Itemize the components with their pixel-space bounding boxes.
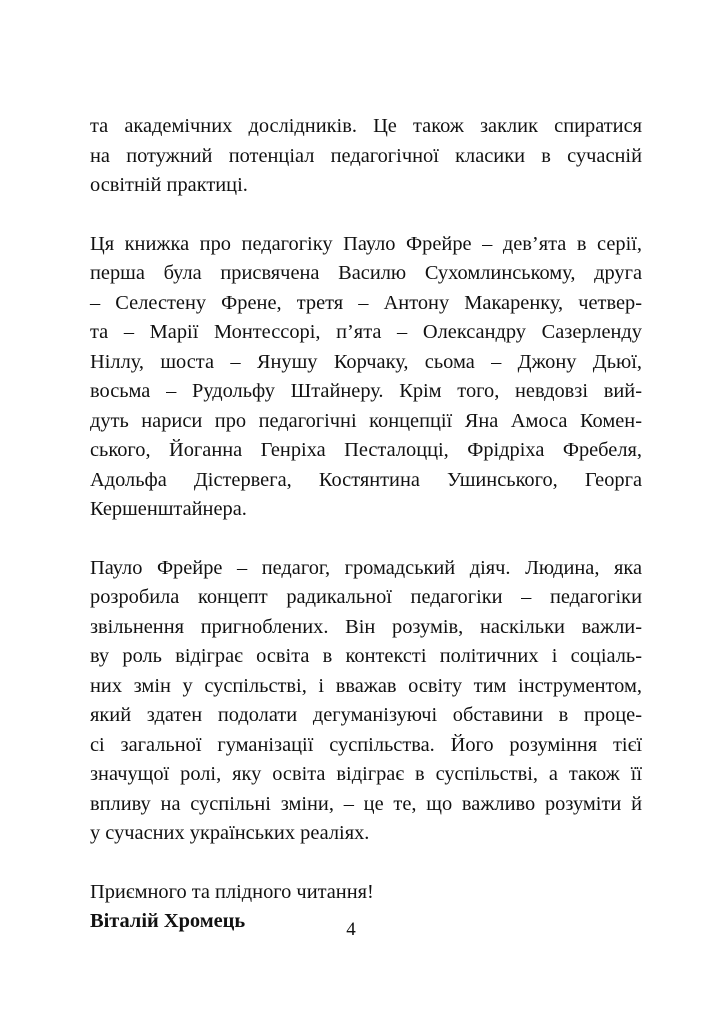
text-line: у сучасних українських реаліях. — [90, 822, 370, 844]
text-line: – Селестену Френе, третя – Антону Макаренку, четвер- — [90, 291, 642, 314]
text-line: звільнення пригноблених. Він розумів, наскільки важли- — [90, 615, 642, 638]
text-line: Кершенштайнера. — [90, 498, 247, 520]
text-line: який здатен подолати дегуманізуючі обставини в проце- — [90, 704, 642, 726]
closing-line: Приємного та плідного читання! — [90, 880, 374, 903]
text-line: Ця книжка про педагогіку Пауло Фрейре – дев’ята в серії, — [90, 232, 642, 255]
text-line: на потужний потенціал педагогічної класики в сучасній — [90, 144, 642, 167]
text-line: значущої ролі, яку освіта відіграє в суспільстві, а також її — [90, 763, 642, 785]
text-line: розробила концепт радикальної педагогіки – педагогіки — [90, 586, 642, 608]
author-signature: Віталій Хромець — [90, 910, 246, 932]
text-line: дуть нариси про педагогічні концепції Яна Амоса Комен- — [90, 409, 642, 432]
text-line: впливу на суспільні зміни, – це те, що важливо розуміти й — [90, 792, 642, 815]
text-line: та – Марії Монтессорі, п’ята – Олександру Сазерленду — [90, 321, 642, 343]
text-line: них змін у суспільстві, і вважав освіту тим інструментом, — [90, 674, 642, 697]
text-line: та академічних дослідників. Це також заклик спиратися — [90, 115, 642, 137]
text-line: Ніллу, шоста – Янушу Корчаку, сьома – Джону Дьюї, — [90, 350, 642, 373]
paragraph-2 — [90, 230, 642, 525]
text-line: восьма – Рудольфу Штайнеру. Крім того, невдовзі вий- — [90, 380, 642, 402]
text-line: Адольфа Дістервега, Костянтина Ушинського, Георга — [90, 468, 642, 491]
text-line: ву роль відіграє освіта в контексті політичних і соціаль- — [90, 645, 642, 667]
paragraph-3 — [90, 554, 642, 849]
page-number: 4 — [346, 919, 356, 940]
paragraph-1 — [90, 112, 642, 201]
text-line: сі загальної гуманізації суспільства. Його розуміння тієї — [90, 733, 642, 756]
text-line: ського, Йоганна Генріха Песталоцці, Фрідріха Фребеля, — [90, 439, 642, 461]
text-line: Пауло Фрейре – педагог, громадський діяч. Людина, яка — [90, 556, 642, 579]
text-line: перша була присвячена Василю Сухомлинському, друга — [90, 262, 642, 284]
text-line: освітній практиці. — [90, 174, 248, 196]
body-text — [90, 112, 642, 937]
